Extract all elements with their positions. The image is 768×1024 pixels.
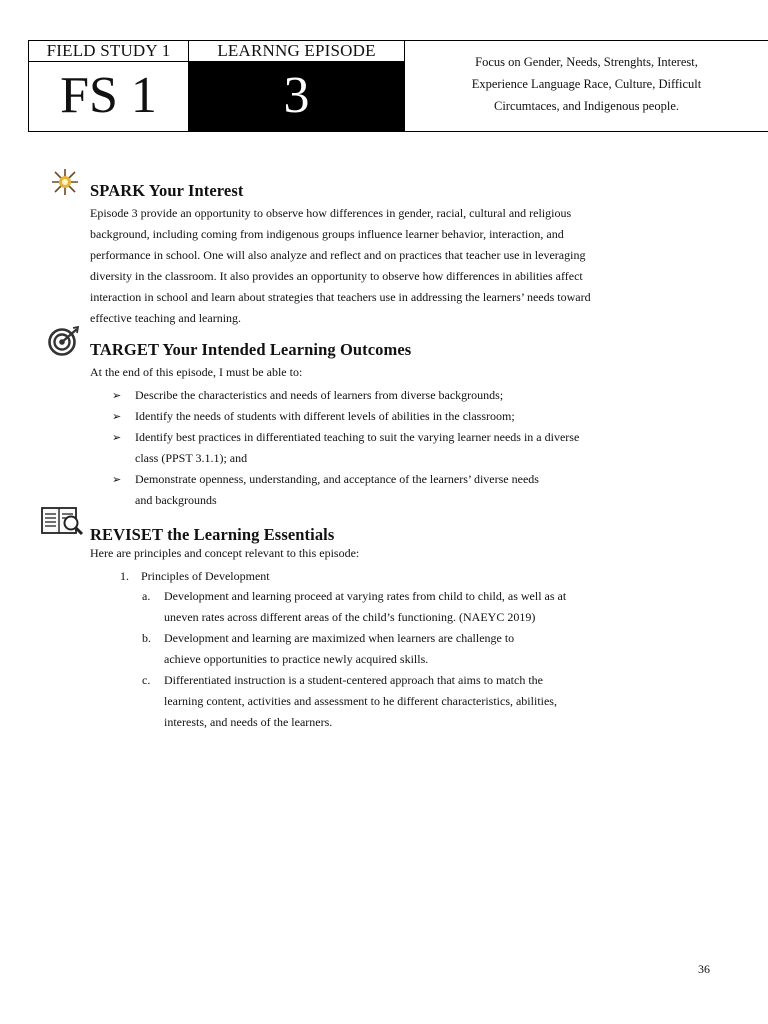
sub-item-marker: a. [142, 589, 151, 603]
spark-line: performance in school. One will also analyze and reflect and on practices that teacher use in leveraging [90, 248, 586, 262]
outcome-item: Describe the characteristics and needs of learners from diverse backgrounds; [135, 388, 504, 402]
target-title: TARGET Your Intended Learning Outcomes [90, 340, 412, 359]
target-icon [46, 326, 80, 356]
sub-item-marker: b. [142, 631, 151, 645]
outcome-item: Identify the needs of students with different levels of abilities in the classroom; [135, 409, 515, 423]
focus-description [405, 41, 768, 130]
bullet-arrow-icon: ➢ [112, 474, 122, 486]
sub-item-text: achieve opportunities to practice newly acquired skills. [164, 652, 429, 666]
numbered-marker: 1. [120, 569, 129, 583]
page-number: 36 [698, 962, 710, 976]
header-table [28, 40, 768, 132]
outcome-item-continued: and backgrounds [135, 493, 217, 507]
spark-line: Episode 3 provide an opportunity to observe how differences in gender, racial, cultural and religious [90, 206, 572, 220]
revisit-intro: Here are principles and concept relevant to this episode: [90, 546, 360, 560]
outcome-item: Demonstrate openness, understanding, and acceptance of the learners’ diverse needs [135, 472, 539, 486]
sub-item-text: Differentiated instruction is a student-centered approach that aims to match the [164, 673, 543, 687]
bullet-arrow-icon: ➢ [112, 390, 122, 402]
book-magnifier-icon [41, 505, 85, 537]
bullet-arrow-icon: ➢ [112, 411, 122, 423]
spark-paragraph [90, 203, 591, 329]
focus-line: Experience Language Race, Culture, Difficult [471, 77, 702, 91]
target-intro: At the end of this episode, I must be able to: [90, 365, 303, 379]
spark-line: interaction in school and learn about strategies that teachers use in addressing the learners’ needs toward [90, 290, 591, 304]
outcome-item-continued: class (PPST 3.1.1); and [135, 451, 248, 465]
field-study-code: FS 1 [29, 62, 189, 131]
focus-line: Circumtaces, and Indigenous people. [493, 99, 680, 113]
revisit-title: REVISET the Learning Essentials [90, 525, 335, 544]
sub-item-text: Development and learning proceed at varying rates from child to child, as well as at [164, 589, 567, 603]
bullet-arrow-icon: ➢ [112, 432, 122, 444]
spark-icon [50, 168, 80, 196]
episode-number: 3 [189, 62, 405, 131]
focus-line: Focus on Gender, Needs, Strenghts, Interest, [475, 55, 698, 69]
sub-item-text: learning content, activities and assessment to he different characteristics, abilities, [164, 694, 557, 708]
episode-label: LEARNNG EPISODE [189, 41, 405, 62]
sub-item-text: uneven rates across different areas of the child’s functioning. (NAEYC 2019) [164, 610, 536, 624]
field-study-label: FIELD STUDY 1 [29, 41, 189, 62]
spark-title: SPARK Your Interest [90, 181, 244, 200]
sub-item-text: interests, and needs of the learners. [164, 715, 333, 729]
sub-item-marker: c. [142, 673, 151, 687]
spark-line: effective teaching and learning. [90, 311, 242, 325]
outcome-item: Identify best practices in differentiated teaching to suit the varying learner needs in a diverse [135, 430, 580, 444]
spark-line: background, including coming from indigenous groups influence learner behavior, interaction, and [90, 227, 564, 241]
numbered-item: Principles of Development [141, 569, 270, 583]
spark-line: diversity in the classroom. It also provides an opportunity to observe how differences in abilities affect [90, 269, 583, 283]
sub-item-text: Development and learning are maximized when learners are challenge to [164, 631, 515, 645]
